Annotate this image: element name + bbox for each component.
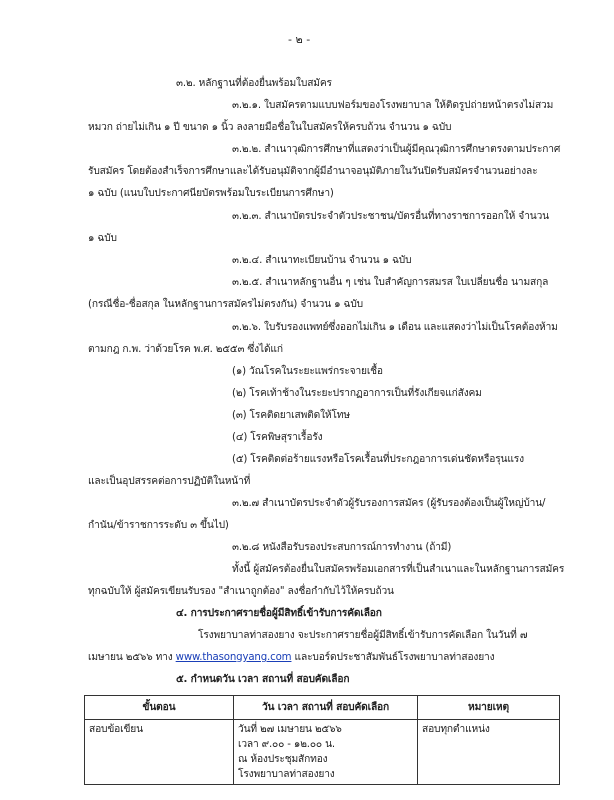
cell-text: โรงพยาบาลท่าสองยาง (238, 769, 335, 780)
disease-2: (๒) โรคเท้าช้างในระยะปรากฏอาการเป็นที่รังเกียจแก่สังคม (232, 388, 482, 399)
section-4-text-prefix: เมษายน ๒๕๖๖ ทาง (88, 652, 176, 663)
col-header-note: หมายเหตุ (418, 696, 560, 720)
table-header-row (85, 696, 560, 720)
item-3-2-6-cont: ตามกฎ ก.พ. ว่าด้วยโรค พ.ศ. ๒๕๕๓ ซึ่งได้แก่ (88, 344, 283, 355)
col-header-step: ขั้นตอน (85, 696, 234, 720)
item-3-2-2-cont2: ๑ ฉบับ (แนบใบประกาศนียบัตรพร้อมใบระเบียนการศึกษา) (88, 188, 334, 199)
cell-text: ณ ห้องประชุมสักทอง (238, 754, 328, 765)
cell-text: เวลา ๙.๐๐ - ๑๒.๐๐ น. (238, 739, 335, 750)
cell-note (418, 720, 560, 785)
page-number: - ๒ - (288, 33, 311, 46)
disease-5-cont: และเป็นอุปสรรคต่อการปฏิบัติในหน้าที่ (88, 476, 251, 487)
note-line: ทั้งนี้ ผู้สมัครต้องยื่นใบสมัครพร้อมเอกสารที่เป็นสำเนาและในหลักฐานการสมัคร (232, 564, 565, 575)
item-3-2-7-cont: กำนัน/ข้าราชการระดับ ๓ ขึ้นไป) (88, 520, 229, 531)
cell-text: สอบข้อเขียน (89, 724, 143, 735)
item-3-2-2: ๓.๒.๒. สำเนาวุฒิการศึกษาที่แสดงว่าเป็นผู้มีคุณวุฒิการศึกษาตรงตามประกาศ (232, 144, 561, 155)
item-3-2-6: ๓.๒.๖. ใบรับรองแพทย์ซึ่งออกไม่เกิน ๑ เดือน และแสดงว่าไม่เป็นโรคต้องห้าม (232, 322, 558, 333)
cell-text: วันที่ ๒๗ เมษายน ๒๕๖๖ (238, 724, 342, 735)
item-3-2-7: ๓.๒.๗ สำเนาบัตรประจำตัวผู้รับรองการสมัคร (ผู้รับรองต้องเป็นผู้ใหญ่บ้าน/ (232, 498, 546, 509)
section-4-text-suffix: และบอร์ดประชาสัมพันธ์โรงพยาบาลท่าสองยาง (291, 652, 495, 663)
disease-1: (๑) วัณโรคในระยะแพร่กระจายเชื้อ (232, 366, 383, 377)
disease-4: (๔) โรคพิษสุราเรื้อรัง (232, 432, 323, 443)
table-row (85, 720, 560, 785)
item-3-2-3: ๓.๒.๓. สำเนาบัตรประจำตัวประชาชน/บัตรอื่นที่ทางราชการออกให้ จำนวน (232, 211, 550, 222)
cell-when (234, 720, 418, 785)
section-5-heading: ๕. กำหนดวัน เวลา สถานที่ สอบคัดเลือก (176, 674, 350, 685)
item-3-2-1-cont: หมวก ถ่ายไม่เกิน ๑ ปี ขนาด ๑ นิ้ว ลงลายมือชื่อในใบสมัครให้ครบถ้วน จำนวน ๑ ฉบับ (88, 122, 452, 133)
disease-5: (๕) โรคติดต่อร้ายแรงหรือโรคเรื้อนที่ประกฎอาการเด่นชัดหรือรุนแรง (232, 454, 524, 465)
section-4-text-cont (88, 651, 494, 664)
section-4-heading: ๔. การประกาศรายชื่อผู้มีสิทธิ์เข้ารับการคัดเลือก (176, 608, 382, 619)
item-3-2-5: ๓.๒.๕. สำเนาหลักฐานอื่น ๆ เช่น ใบสำคัญการสมรส ใบเปลี่ยนชื่อ นามสกุล (232, 277, 549, 288)
item-3-2-3-cont: ๑ ฉบับ (88, 233, 117, 244)
disease-3: (๓) โรคติดยาเสพติดให้โทษ (232, 410, 350, 421)
col-header-when: วัน เวลา สถานที่ สอบคัดเลือก (234, 696, 418, 720)
item-3-2-5-cont: (กรณีชื่อ-ชื่อสกุล ในหลักฐานการสมัครไม่ตรงกัน) จำนวน ๑ ฉบับ (88, 299, 363, 310)
item-3-2-1: ๓.๒.๑. ใบสมัครตามแบบฟอร์มของโรงพยาบาล ให้ติดรูปถ่ายหน้าตรงไม่สวม (232, 100, 554, 111)
section-4-text: โรงพยาบาลท่าสองยาง จะประกาศรายชื่อผู้มีสิทธิ์เข้ารับการคัดเลือก ในวันที่ ๗ (198, 630, 528, 641)
item-3-2-4: ๓.๒.๔. สำเนาทะเบียนบ้าน จำนวน ๑ ฉบับ (232, 255, 412, 266)
section-3-2-heading: ๓.๒. หลักฐานที่ต้องยื่นพร้อมใบสมัคร (176, 78, 332, 89)
item-3-2-2-cont: รับสมัคร โดยต้องสำเร็จการศึกษาและได้รับอนุมัติจากผู้มีอำนาจอนุมัติภายในวันปิดรับสมัครจำนวนอย่างละ (88, 166, 538, 177)
note-line-cont: ทุกฉบับให้ ผู้สมัครเขียนรับรอง "สำเนาถูกต้อง" ลงชื่อกำกับไว้ให้ครบถ้วน (88, 586, 394, 597)
item-3-2-8: ๓.๒.๘ หนังสือรับรองประสบการณ์การทำงาน (ถ้ามี) (232, 542, 452, 553)
cell-step (85, 720, 234, 785)
exam-schedule-table (84, 695, 560, 785)
website-link[interactable]: www.thasongyang.com (175, 652, 292, 663)
cell-text: สอบทุกตำแหน่ง (422, 724, 490, 735)
